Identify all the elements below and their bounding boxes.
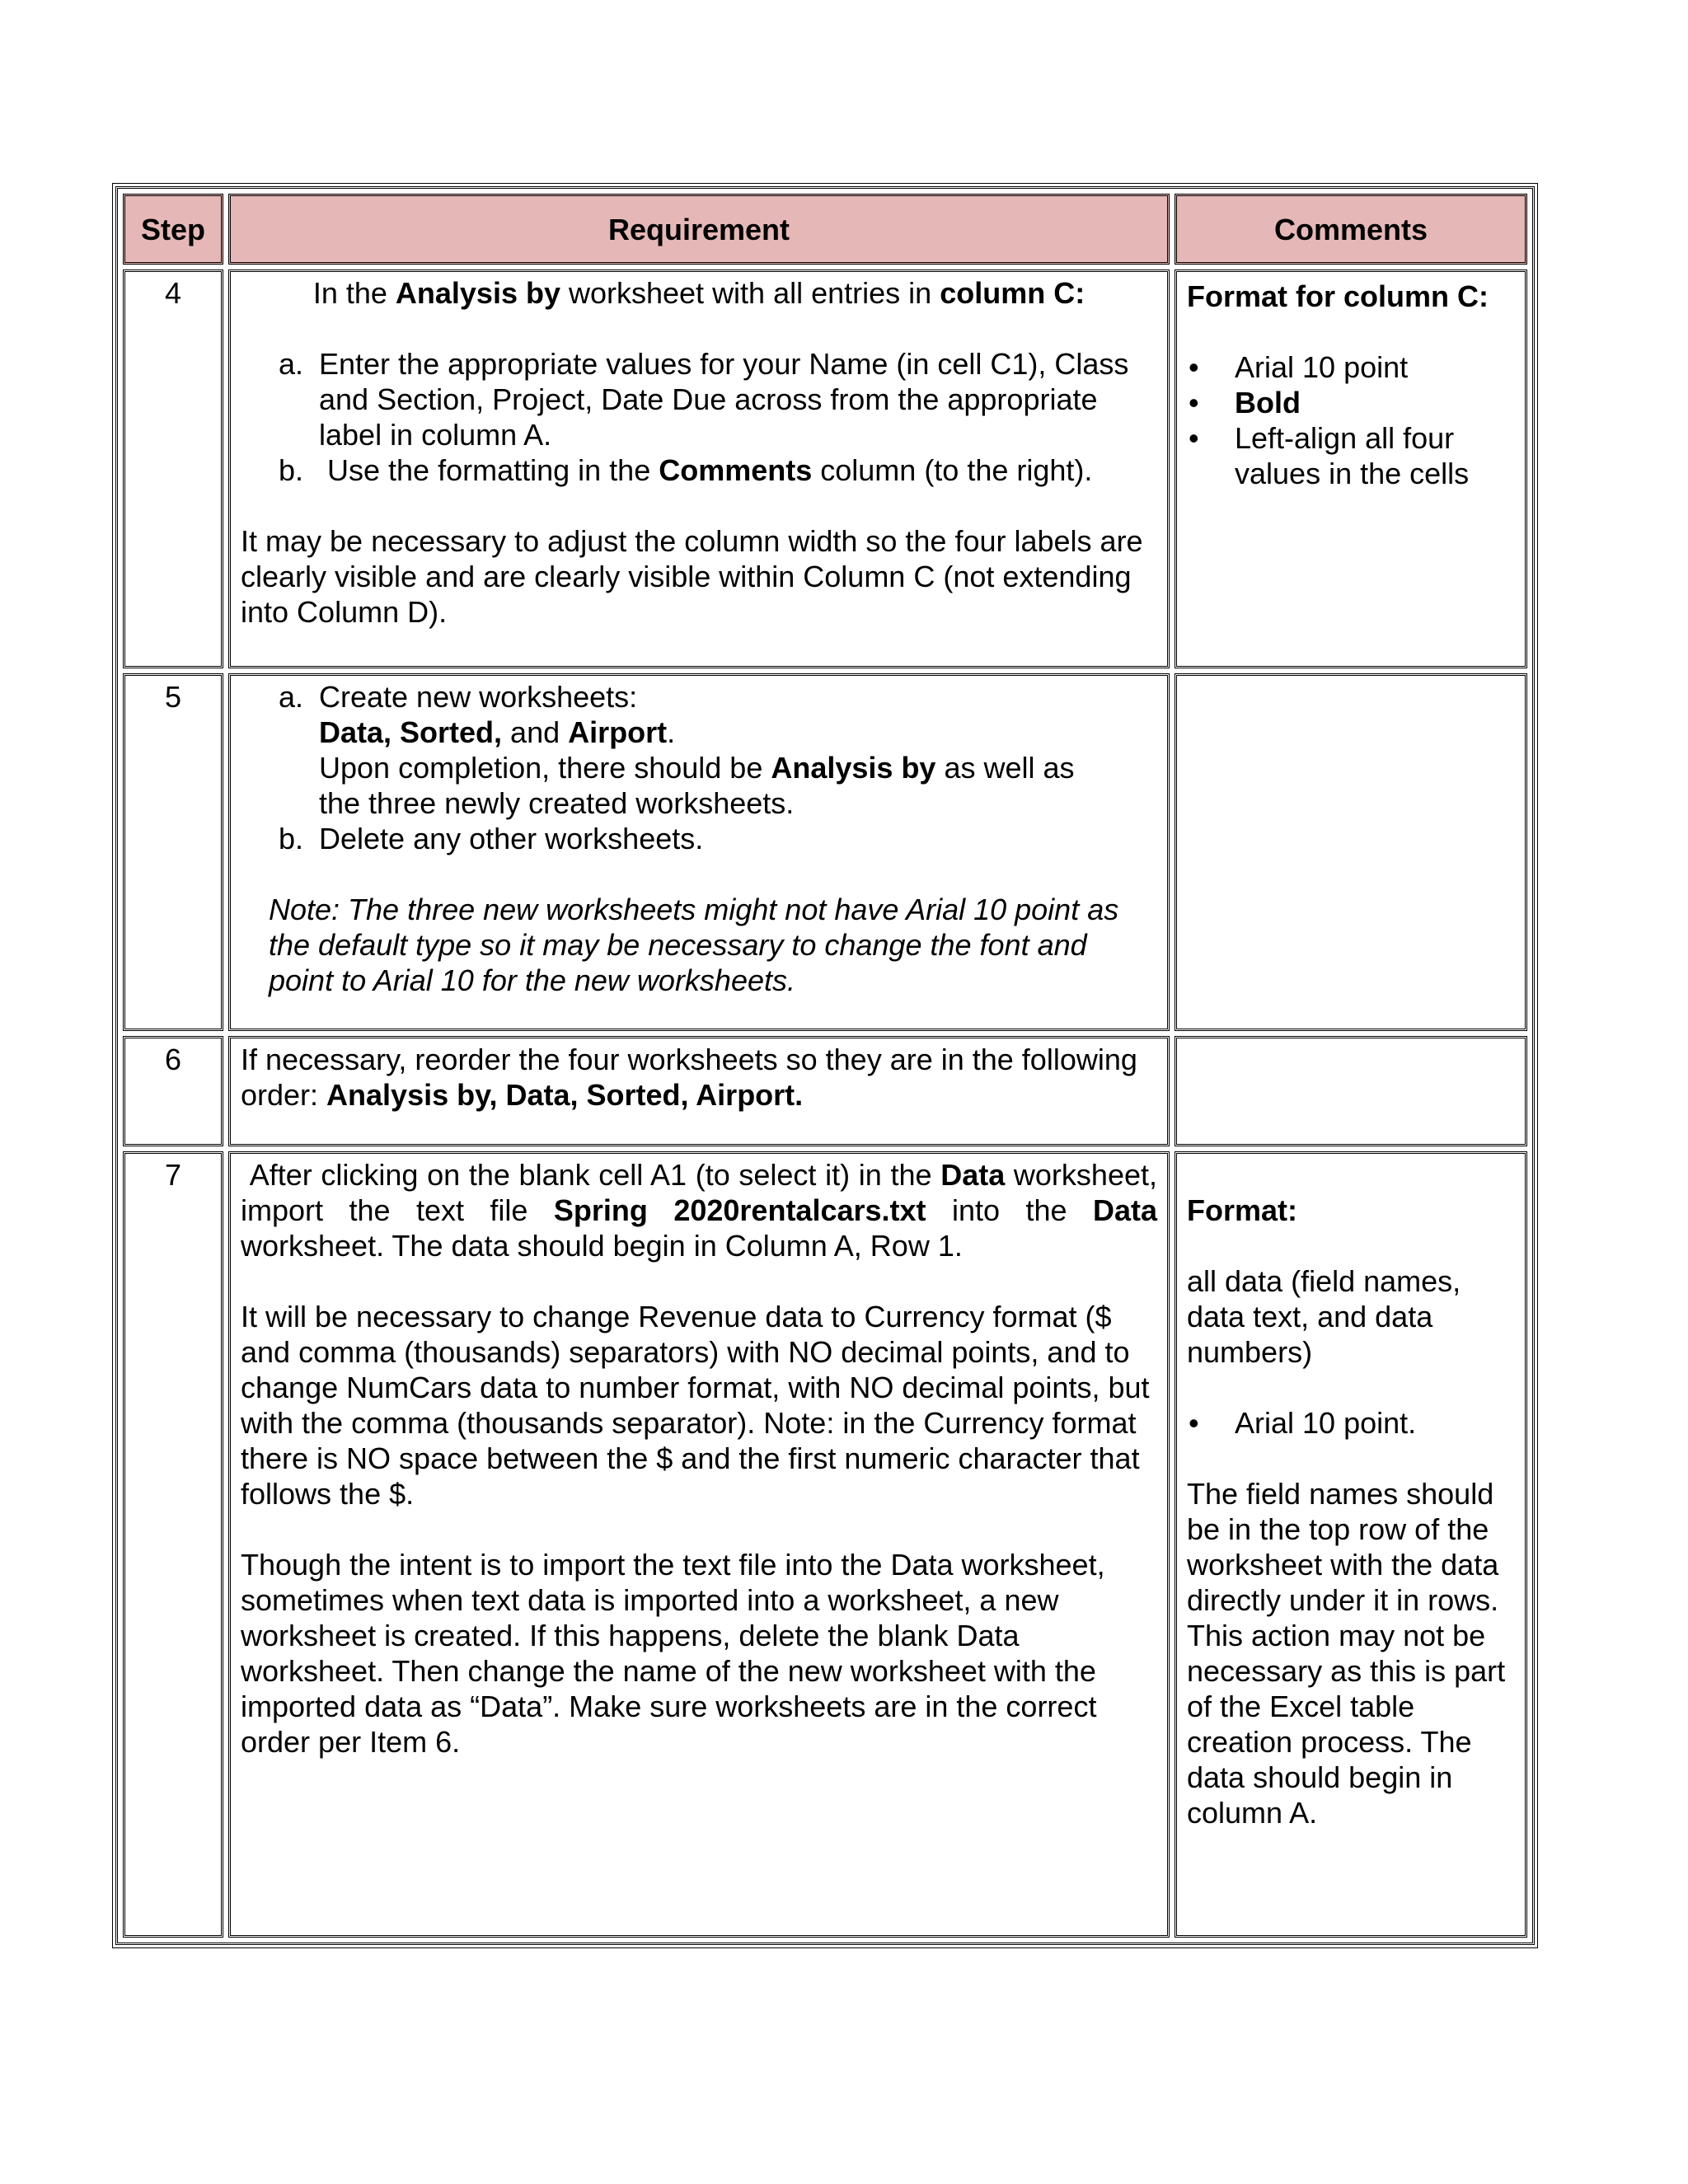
text-run: and [502,715,569,749]
text-run: Use the formatting in the [327,453,659,487]
text-run: In the [312,276,396,310]
comments-cell [1175,1151,1527,1938]
paragraph-formatting: It will be necessary to change Revenue data to Currency format ($ and comma (thousands) separators) with NO decimal points, and to change NumCars data to number format, with NO decimal points, but with the comma (thousands separator). Note: in the Currency format there is NO space between the $ and the first numeric character that follows the $. [241,1300,1150,1511]
list-item [241,679,1157,821]
bold-run: Data [940,1158,1006,1192]
step-number: 4 [123,269,223,668]
list-text: Create new worksheets: [319,680,638,714]
table-row-step-5 [123,673,1527,1031]
comments-cell [1175,673,1527,1031]
table-row-step-7 [123,1151,1527,1938]
requirement-cell [228,1151,1170,1938]
bold-run: Analysis by [395,276,560,310]
requirements-table [115,186,1535,1945]
list-item [1187,349,1515,385]
text-run: . [667,715,676,749]
list-item [241,821,1157,856]
bullet-icon: • [1189,421,1199,455]
step-number: 6 [123,1036,223,1146]
paragraph-import [241,1157,1157,1263]
text-run: worksheet. The data should begin in Column A, Row 1. [241,1229,963,1263]
list-text: Arial 10 point [1235,350,1409,384]
bold-run: Spring 2020rentalcars.txt [553,1193,926,1227]
header-requirement: Requirement [228,194,1170,265]
text-run: After clicking on the blank cell A1 (to select it) in the [249,1158,941,1192]
table-row-step-4 [123,269,1527,668]
text-run: worksheet with all entries in [560,276,940,310]
list-marker: b. [279,822,304,855]
bold-run: Comments [659,453,813,487]
comment-title: Format: [1187,1193,1297,1227]
requirement-cell [228,1036,1170,1146]
list-item [1187,420,1515,491]
bold-run: Analysis by, Data, Sorted, Airport. [326,1078,804,1112]
bold-run: Data [1092,1193,1157,1227]
note-paragraph: Note: The three new worksheets might not have Arial 10 point as the default type so it may be necessary to change the font and point to Arial 10 for the new worksheets. [269,893,1119,997]
comment-paragraph: The field names should be in the top row of the worksheet with the data directly under it in rows. This action may not be necessary as this is part of the Excel table creation process. The data should begin in column A. [1187,1477,1506,1830]
list-marker: a. [279,347,304,381]
text-run: worksheet, import the text file [241,1158,1157,1227]
bullet-icon: • [1189,386,1199,419]
intro-line [241,275,1157,311]
list-item [241,452,1157,488]
step-number: 7 [123,1151,223,1938]
text-run: into the [926,1193,1093,1227]
comment-bullets [1187,349,1515,491]
text-run: as well as the three newly created worksheets. [319,751,1075,820]
list-marker: a. [279,680,304,714]
comments-cell [1175,269,1527,668]
bold-run: Airport [568,715,668,749]
list-text: Left-align all four values in the cells [1235,421,1470,490]
list-text: Bold [1235,386,1301,419]
list-item [1187,1405,1515,1441]
header-row [123,194,1527,265]
list-item [241,346,1157,452]
header-comments: Comments [1175,194,1527,265]
list-text: Arial 10 point. [1235,1406,1417,1440]
text-run: column (to the right). [812,453,1093,487]
paragraph-rename: Though the intent is to import the text file into the Data worksheet, sometimes when text data is imported into a worksheet, a new worksheet is created. If this happens, delete the blank Data worksheet. Then change the name of the new worksheet with the imported data as “Data”. Make sure worksheets are in the correct order per Item 6. [241,1548,1105,1759]
comments-cell [1175,1036,1527,1146]
requirement-cell [228,673,1170,1031]
comment-title: Format for column C: [1187,279,1489,313]
header-step: Step [123,194,223,265]
bullet-icon: • [1189,1406,1199,1440]
bullet-icon: • [1189,350,1199,384]
table-row-step-6 [123,1036,1527,1146]
list-text: Delete any other worksheets. [319,822,704,855]
text-run: Upon completion, there should be [319,751,771,785]
list-item [1187,385,1515,420]
bold-run: column C: [940,276,1085,310]
comment-paragraph: all data (field names, data text, and data numbers) [1187,1264,1461,1369]
comment-bullets [1187,1405,1515,1441]
requirement-cell [228,269,1170,668]
list-marker: b. [279,453,304,487]
bold-run: Analysis by [771,751,936,785]
step-number: 5 [123,673,223,1031]
note-paragraph: It may be necessary to adjust the column width so the four labels are clearly visible and are clearly visible within Column C (not extending into Column D). [241,524,1143,629]
list-text: Enter the appropriate values for your Name (in cell C1), Class and Section, Project, Date Due across from the appropriate label in column A. [319,347,1129,452]
step-items [241,679,1157,856]
step-items [241,346,1157,488]
text-run: If necessary, reorder the four worksheets so they are in the following order: [241,1043,1137,1112]
bold-run: Data, Sorted, [319,715,503,749]
